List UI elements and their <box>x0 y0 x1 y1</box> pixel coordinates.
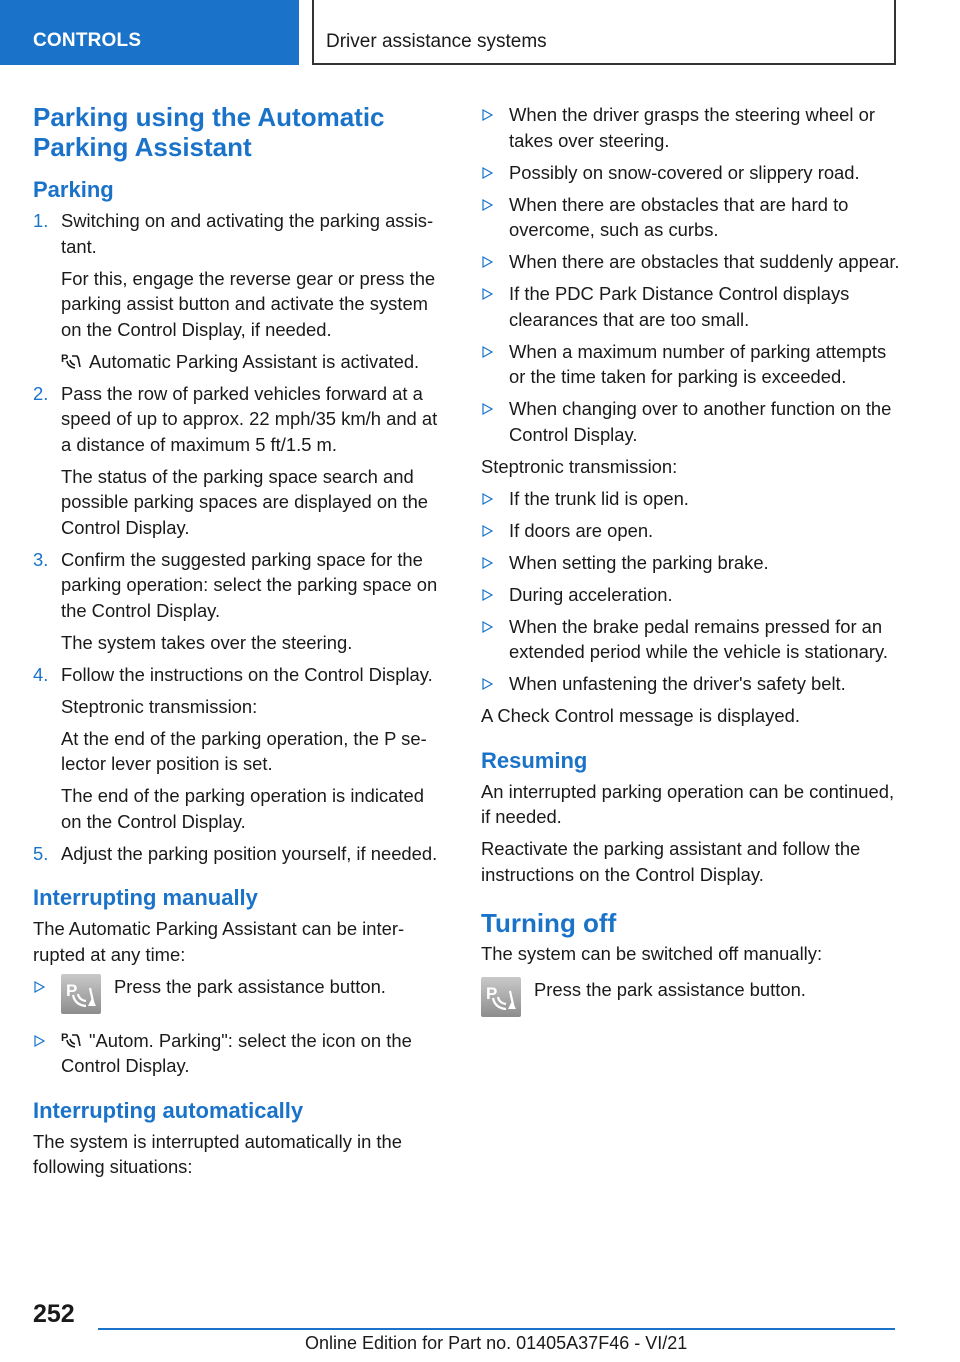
list-item <box>481 582 901 608</box>
step-3 <box>33 547 449 656</box>
list-item <box>481 102 901 153</box>
list-item-text: When setting the parking brake. <box>509 551 769 573</box>
list-item-text: When there are obstacles that suddenly appear. <box>509 251 900 272</box>
list-item <box>481 339 901 390</box>
list-item <box>481 614 901 665</box>
bullet-triangle-icon <box>481 486 493 512</box>
header-chapter-tab <box>312 0 896 65</box>
park-assistance-button-icon <box>61 974 101 1014</box>
bullet-triangle-icon <box>481 614 493 640</box>
right-column <box>481 102 901 1017</box>
step-icon-note <box>61 349 449 375</box>
turning-off-intro: The system can be switched off manually: <box>481 943 823 964</box>
list-item <box>481 486 901 512</box>
bullet-triangle-icon <box>33 974 45 1000</box>
svg-text:P: P <box>486 983 498 1003</box>
list-item <box>481 396 901 447</box>
page-number: 252 <box>33 1300 75 1328</box>
step-text: The system takes over the steering. <box>61 631 353 653</box>
parking-steps <box>33 208 449 866</box>
park-assistance-button-icon <box>481 977 521 1017</box>
svg-text:P: P <box>61 1031 69 1044</box>
bullet-triangle-icon <box>481 582 493 608</box>
auto-intro: The system is interrupted automatically in the following situations: <box>33 1130 402 1177</box>
bullet-triangle-icon <box>481 671 493 697</box>
list-item-text: When the brake pedal remains pressed for an extended period while the vehicle is stationary. <box>509 615 888 662</box>
step-number: 1. <box>33 210 49 231</box>
list-item <box>481 671 901 697</box>
heading-resuming: Resuming <box>481 747 588 773</box>
step-number: 3. <box>33 548 49 570</box>
step-text: Pass the row of parked vehicles forward at a speed of up to approx. 22 mph/35 km/h and at a distance of maximum 5 ft/1.5 m. <box>61 382 438 455</box>
list-item-text: If the PDC Park Distance Control displays clearances that are too small. <box>509 283 850 330</box>
step-text: The status of the parking space search and possible parking spaces are displayed on the Control Display. <box>61 465 429 538</box>
svg-text:P: P <box>61 352 69 365</box>
list-item-text: When there are obstacles that are hard to overcome, such as curbs. <box>509 193 849 240</box>
bullet-triangle-icon <box>481 160 493 186</box>
bullet-triangle-icon <box>481 396 493 422</box>
bullet-triangle-icon <box>481 192 493 218</box>
heading-parking: Parking <box>33 177 114 202</box>
list-item-text: When the driver grasps the steering wheel or takes over steering. <box>509 104 875 151</box>
step-text: At the end of the parking operation, the P selector lever position is set. <box>61 727 427 774</box>
bullet-triangle-icon <box>481 249 493 275</box>
step-text: Switching on and activating the parking assistant. <box>61 210 434 257</box>
bullet-triangle-icon <box>481 102 493 128</box>
bullet-triangle-icon <box>481 550 493 576</box>
button-instruction-text: Press the park assistance button. <box>534 978 806 1000</box>
resuming-text: An interrupted parking operation can be continued, if needed. <box>481 780 895 827</box>
list-item <box>481 518 901 544</box>
header-section-tab <box>0 0 299 65</box>
bullet-triangle-icon <box>481 281 493 307</box>
left-column <box>33 102 449 1186</box>
list-item-text: When changing over to another function on the Control Display. <box>509 398 892 445</box>
park-assist-icon <box>61 1030 83 1050</box>
chapter-title: Driver assistance systems <box>326 31 547 52</box>
page-title: Parking using the Automatic Parking Assistant <box>33 102 385 162</box>
step-1 <box>33 208 449 374</box>
list-item-text: If doors are open. <box>509 519 654 541</box>
heading-interrupting-manually: Interrupting manually <box>33 885 258 910</box>
list-item <box>33 974 449 1014</box>
steptronic-label: Steptronic transmission: <box>481 455 678 477</box>
section-title: CONTROLS <box>33 30 142 51</box>
step-text: Adjust the parking position yourself, if needed. <box>61 842 438 864</box>
step-text: Follow the instructions on the Control Display. <box>61 663 433 685</box>
bullet-triangle-icon <box>33 1028 45 1054</box>
icon-note-text: Automatic Parking Assistant is activated. <box>89 350 420 372</box>
list-item-text: If the trunk lid is open. <box>509 487 689 509</box>
list-item-text: Possibly on snow-covered or slippery road. <box>509 161 860 183</box>
resuming-text: Reactivate the parking assistant and follow the instructions on the Control Display. <box>481 838 861 885</box>
check-control-note: A Check Control message is displayed. <box>481 705 800 726</box>
step-number: 2. <box>33 382 49 404</box>
button-instruction <box>481 977 901 1017</box>
park-assist-icon <box>61 351 83 371</box>
list-item <box>481 160 901 186</box>
button-instruction <box>61 974 449 1014</box>
list-item <box>481 281 901 332</box>
list-item <box>481 249 901 275</box>
step-text: For this, engage the reverse gear or press the parking assist button and activate the system on the Control Display, if needed. <box>61 267 436 340</box>
step-text: Confirm the suggested parking space for the parking operation: select the parking space on the Control Display. <box>61 548 438 621</box>
step-text: The end of the parking operation is indicated on the Control Display. <box>61 785 424 832</box>
list-item-text: When unfastening the driver's safety belt. <box>509 673 846 694</box>
step-5 <box>33 841 449 867</box>
list-item-text: When a maximum number of parking attempts or the time taken for parking is exceeded. <box>509 340 887 387</box>
step-text: Steptronic transmission: <box>61 695 258 717</box>
list-item <box>481 192 901 243</box>
footer-divider <box>98 1328 895 1330</box>
step-number: 4. <box>33 663 49 685</box>
list-item-text: During acceleration. <box>509 583 673 605</box>
svg-text:P: P <box>66 980 78 1000</box>
heading-turning-off: Turning off <box>481 908 617 938</box>
list-item <box>33 1028 449 1079</box>
heading-interrupting-automatically: Interrupting automatically <box>33 1097 304 1123</box>
list-item <box>481 550 901 576</box>
list-item-text: Press the park assistance button. <box>114 975 386 997</box>
bullet-triangle-icon <box>481 339 493 365</box>
step-number: 5. <box>33 842 49 864</box>
list-item-text: "Autom. Parking": select the icon on the Control Display. <box>61 1029 412 1076</box>
step-4 <box>33 662 449 835</box>
footer-edition: Online Edition for Part no. 01405A37F46 - VI/21 <box>305 1333 688 1353</box>
bullet-triangle-icon <box>481 518 493 544</box>
step-2 <box>33 381 449 541</box>
manual-intro: The Automatic Parking Assistant can be interrupted at any time: <box>33 918 405 965</box>
